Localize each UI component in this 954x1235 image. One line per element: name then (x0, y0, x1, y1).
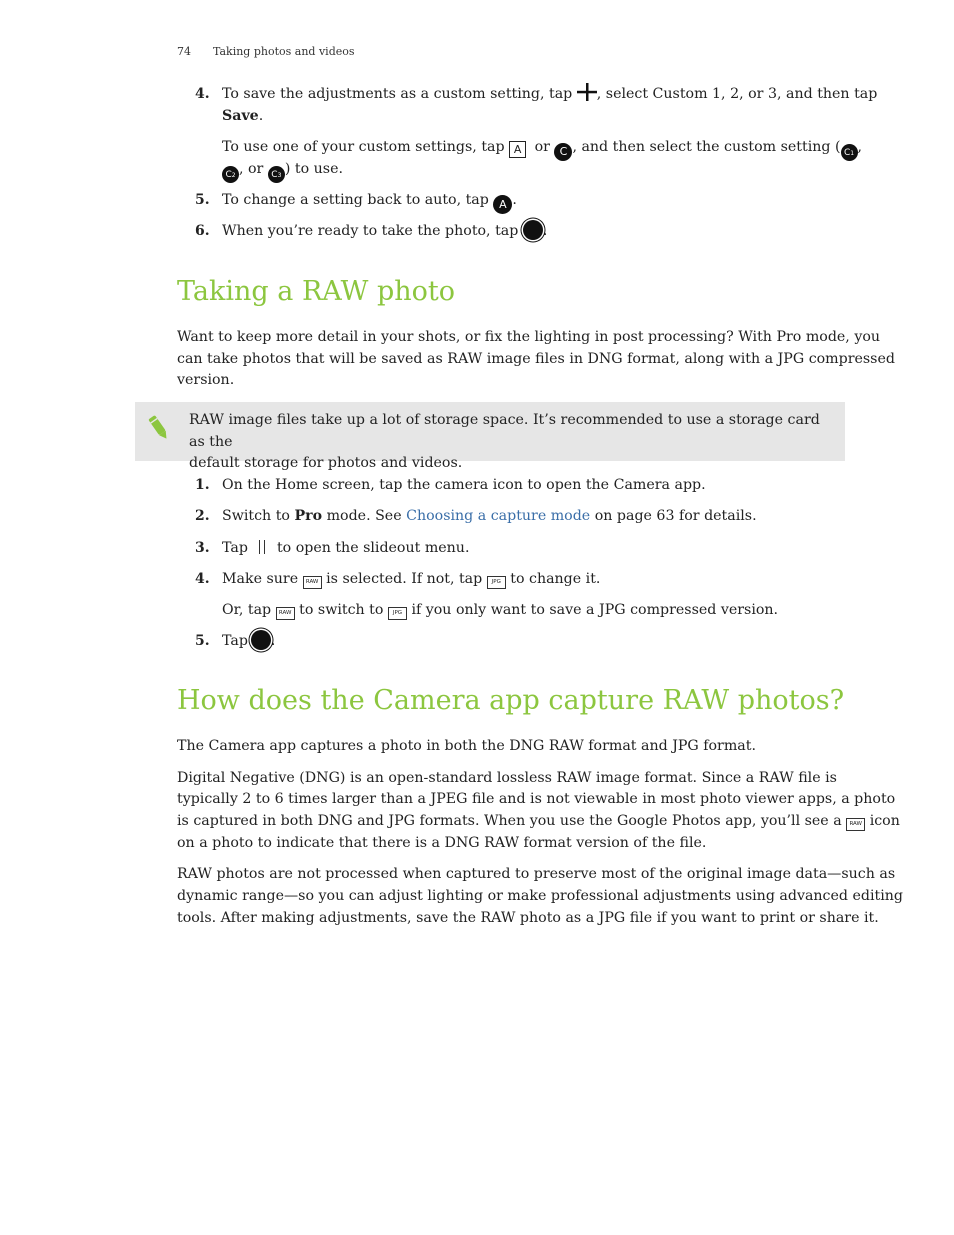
intro-line: can take photos that will be saved as RAW image files in DNG format, along with a JPG compressed (177, 351, 895, 367)
list-number: 6. (195, 223, 210, 239)
step-subtext (222, 599, 778, 621)
section-title: Taking photos and videos (213, 45, 355, 58)
save-label: Save (222, 108, 259, 124)
item-text: , (857, 139, 863, 155)
item-text: Switch to (222, 508, 290, 524)
item-text: to switch to (299, 602, 384, 618)
item-text: mode. See (326, 508, 402, 524)
list-item (222, 83, 877, 105)
item-text: Or, tap (222, 602, 272, 618)
item-text: Make sure (222, 571, 299, 587)
plus-icon (577, 83, 597, 101)
item-text: . (512, 192, 517, 208)
item-text: to open the slideout menu. (276, 540, 470, 556)
item-text: , select Custom 1, 2, or 3, and then tap (596, 86, 878, 102)
item-text: To save the adjustments as a custom setting, tap (222, 86, 573, 102)
slideout-menu-icon (259, 540, 265, 554)
page-header (177, 45, 355, 58)
section-heading: Taking a RAW photo (177, 276, 456, 307)
item-text: , or (239, 161, 264, 177)
list-item (222, 220, 547, 242)
list-number: 5. (195, 192, 210, 208)
raw-icon: RAW (303, 576, 322, 589)
item-text: To use one of your custom settings, tap (222, 139, 505, 155)
list-item (222, 189, 517, 214)
paragraph-line: on a photo to indicate that there is a DNG RAW format version of the file. (177, 835, 707, 851)
item-text: if you only want to save a JPG compressed version. (411, 602, 779, 618)
capture-mode-link[interactable]: Choosing a capture mode (406, 508, 591, 524)
step-number: 3. (195, 540, 210, 556)
page-number: 74 (177, 45, 191, 58)
custom-circle-icon: C (554, 143, 572, 161)
paragraph-line: RAW photos are not processed when captured to preserve most of the original image data—such as (177, 866, 896, 882)
note-line: RAW image files take up a lot of storage space. It’s recommended to use a storage card as the (189, 412, 820, 450)
note-text (189, 410, 829, 475)
item-text: . (270, 633, 276, 649)
item-text: When you’re ready to take the photo, tap (222, 223, 519, 239)
item-text: Tap (222, 633, 248, 649)
paragraph-line (177, 810, 900, 832)
item-text: , and then select the custom setting ( (572, 139, 841, 155)
raw-icon: RAW (276, 607, 295, 620)
note-box (135, 402, 845, 471)
item-text: is captured in both DNG and JPG formats. When you use the Google Photos app, you’ll see a (177, 813, 842, 829)
custom-3-icon: C3 (268, 166, 285, 183)
step-text (222, 505, 757, 527)
item-text: icon (869, 813, 900, 829)
item-text: on page 63 for details. (594, 508, 757, 524)
paragraph-line: dynamic range—so you can adjust lighting or make professional adjustments using advanced editing (177, 888, 903, 904)
intro-line: Want to keep more detail in your shots, or fix the lighting in post processing? With Pro mode, you (177, 329, 881, 345)
step-number: 4. (195, 571, 210, 587)
item-text: ) to use. (284, 161, 343, 177)
step-text (222, 568, 600, 590)
step-text (222, 630, 275, 652)
auto-box-icon: A (509, 141, 526, 158)
item-text: or (534, 139, 550, 155)
list-item-continuation (222, 105, 263, 127)
shutter-icon (251, 630, 271, 650)
step-text (222, 537, 469, 559)
paragraph-line: tools. After making adjustments, save the RAW photo as a JPG file if you want to print or share it. (177, 910, 879, 926)
item-text: To change a setting back to auto, tap (222, 192, 489, 208)
paragraph-line: typically 2 to 6 times larger than a JPEG file and is not viewable in most photo viewer apps, a photo (177, 791, 896, 807)
pencil-icon (147, 414, 171, 446)
section-heading: How does the Camera app capture RAW photos? (177, 685, 845, 716)
jpg-icon: JPG (388, 607, 407, 620)
paragraph: The Camera app captures a photo in both the DNG RAW format and JPG format. (177, 738, 756, 754)
item-text: Tap (222, 540, 248, 556)
list-item-sub-continuation (222, 158, 343, 183)
raw-icon: RAW (846, 818, 865, 831)
item-text: . (258, 108, 264, 124)
step-number: 1. (195, 477, 210, 493)
item-text: to change it. (510, 571, 601, 587)
item-text: . (542, 223, 548, 239)
jpg-icon: JPG (487, 576, 506, 589)
pro-label: Pro (294, 508, 323, 524)
intro-line: version. (177, 372, 235, 388)
list-number: 4. (195, 86, 210, 102)
step-text: On the Home screen, tap the camera icon to open the Camera app. (222, 477, 706, 493)
custom-1-icon: C1 (841, 144, 858, 161)
item-text: is selected. If not, tap (326, 571, 483, 587)
note-line: default storage for photos and videos. (189, 455, 463, 471)
auto-circle-icon: A (493, 195, 512, 214)
step-number: 2. (195, 508, 210, 524)
step-number: 5. (195, 633, 210, 649)
paragraph-line: Digital Negative (DNG) is an open-standard lossless RAW image format. Since a RAW file is (177, 770, 837, 786)
custom-2-icon: C2 (222, 166, 239, 183)
shutter-icon (523, 220, 543, 240)
